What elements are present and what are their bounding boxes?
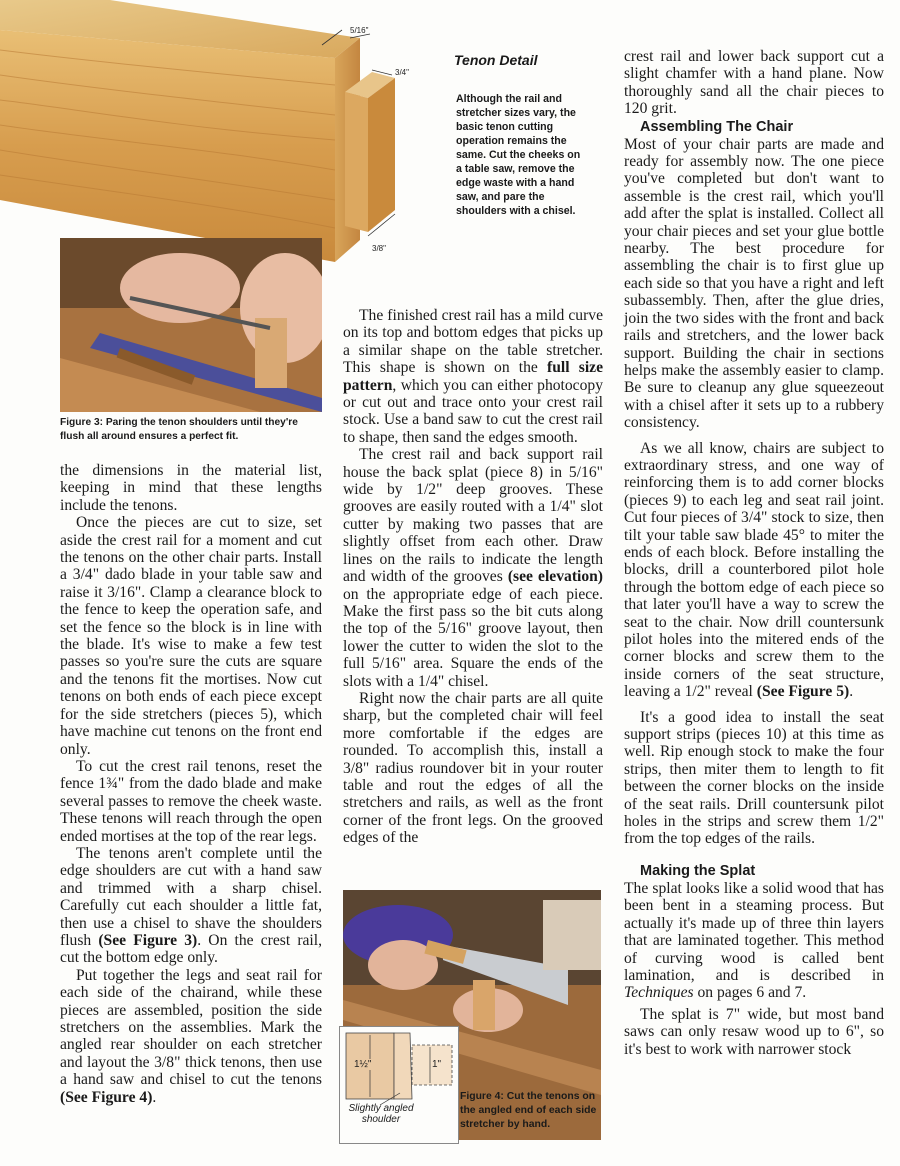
techniques-reference: Techniques [624,984,694,1002]
paragraph: The splat is 7" wide, but most band saws can only resaw wood up to 6", so it's best to work with narrower stock [624,1005,884,1058]
paragraph: the dimensions in the material list, keeping in mind that these lengths include the tenons. [60,462,322,514]
section-heading-splat: Making the Splat [640,862,756,879]
paragraph [60,967,322,1106]
column-1-text [60,462,322,1106]
wood-rail-drawing [0,0,450,270]
figure-4-dimension-b: 1" [432,1059,442,1070]
paring-photo-drawing [60,238,322,412]
dimension-label-top: 5/16" [350,26,369,35]
text-run: The tenons aren't complete until the edge shoulders are cut with a hand saw and trimmed with a sharp chisel. Carefully cut each shoulder a little fat, then use a chisel to shave the shoulders flush [60,844,322,949]
text-run: , which you can either photocopy or cut out and trace onto your crest rail stock. Use a band saw to cut the crest rail to shape, then sand the edges smooth. [343,376,603,446]
figure-4-caption: Figure 4: Cut the tenons on the angled end of each side stretcher by hand. [460,1091,597,1130]
paragraph [343,307,603,446]
angled-shoulder-drawing [340,1027,458,1143]
text-run: . On the crest rail, cut the bottom edge only. [60,931,322,967]
paragraph: It's a good idea to install the seat support strips (pieces 10) at this time as well. Rip enough stock to make the four strips, then miter them to length to fit between the corner blocks on the inside of the seat rails. Drill countersunk pilot holes in the strips and screw them 1/2" from the top edges of the rails. [624,708,884,848]
text-run: on pages 6 and 7. [693,984,807,1002]
paragraph [624,440,884,701]
paragraph [343,446,603,690]
text-run: The splat looks like a solid wood that has been bent in a steaming process. But actually it's made up of three thin layers that are laminated together. This method of curving wood is called bent lamination, and is described in [624,879,884,984]
figure-4-shoulder-label: Slightly angled shoulder [348,1103,414,1125]
paragraph: Most of your chair parts are made and ready for assembly now. The one piece you've completed but don't want to assemble is the crest rail, which you'll add after the splat is installed. Collect all your chair pieces and set your glue bottle nearby. The best procedure for assembling the chair is to first glue up each side so that you have a right and left subassembly. Then, after the glue dries, join the two sides with the front and back rails and stretchers, and the lower back support. Building the chair in sections helps make the assembly easier to clamp. Be sure to cleanup any glue squeezeout with a chisel after it sets up to a rubbery consistency. [624,135,884,432]
text-run: . [152,1088,157,1106]
text-run: As we all know, chairs are subject to extraordinary stress, and one way of reinforcing them is to add corner blocks (pieces 9) to each leg and seat rail joint. Cut four pieces of 3/4" stock to size, then tilt your table saw blade 45° to miter the ends of each block. Before installing the blocks, drill a counterbored pilot hole through the bottom edge of each piece so that later you'll have a way to screw the seat to the chair. Now drill countersunk pilot holes into the mitered ends of the corner blocks and screw them to the inside corners of the seat structure, leaving a 1/2" reveal [624,439,884,701]
tenon-detail-illustration [0,0,450,270]
dimension-label-side: 3/4" [395,68,409,77]
tenon-detail-title: Tenon Detail [454,52,538,68]
paragraph: Once the pieces are cut to size, set aside the crest rail for a moment and cut the tenons on the other chair parts. Install a 3/4" dado blade in your table saw and raise it 3/16". Clamp a clearance block to the fence to keep the operation safe, and set the fence so the block is in line with the blade. It's wise to make a few test passes so you're sure the cuts are square and the tenons fit the mortises. Now cut tenons on both ends of each piece except for the side stretchers (pieces 5), which have machine cut tenons on the front end only. [60,514,322,758]
text-run: The crest rail and back support rail house the back splat (piece 8) in 5/16" wide by 1/2" deep grooves. These grooves are easily routed with a 1/4" slot cutter by making two passes that are slightly offset from each other. Draw lines on the rails to indicate the length and width of the grooves [343,446,603,586]
figure-3-caption: Figure 3: Paring the tenon shoulders until they're flush all around ensures a perfect fit. [60,417,298,442]
column-2-text [343,307,603,847]
pattern-reference: full size pattern [343,359,603,394]
figure-reference: (See Figure 5) [756,683,850,701]
section-heading-assembling: Assembling The Chair [640,118,794,135]
paragraph [60,845,322,967]
figure-3-photo [60,238,322,412]
tenon-detail-caption: Although the rail and stretcher sizes vary, the basic tenon cutting operation remains the same. Cut the cheeks on a table saw, remove the edge waste with a hand saw, and pare the shoulders with a chisel. [456,93,581,217]
figure-reference: (See Figure 4) [60,1088,153,1106]
text-run: Put together the legs and seat rail for each side of the chairand, while these pieces are assembled, position the side stretchers on the assemblies. Mark the angled rear shoulder on each stretcher and layout the 3/8" thick tenons, then use a hand saw and chisel to cut the tenons [60,966,322,1089]
paragraph [624,880,884,1002]
column-3-text [624,48,884,1058]
figure-reference: (See Figure 3) [98,931,198,949]
paragraph: Right now the chair parts are all quite sharp, but the completed chair will feel more comfortable if the edges are rounded. To accomplish this, install a 3/8" radius roundover bit in your router table and rout the edges of all the stretchers and rails, as well as the front corner of the front legs. On the grooved edges of the [343,689,603,847]
text-run: . [849,683,854,701]
text-run: The finished crest rail has a mild curve on its top and bottom edges that picks up a similar shape on the table stretcher. This shape is shown on the [343,307,603,377]
elevation-reference: (see elevation) [507,568,604,586]
figure-4-dimension-a: 1½" [354,1059,372,1070]
text-run: on the appropriate edge of each piece. Make the first pass so the bit cuts along the top of the 5/16" groove layout, then lower the cutter to widen the slot to the full 5/16" area. Square the ends of the slots with a 1/4" chisel. [343,585,603,690]
paragraph: To cut the crest rail tenons, reset the fence 1¾" from the dado blade and make several passes to remove the cheek waste. These tenons will reach through the open ended mortises at the top of the rear legs. [60,757,322,845]
dimension-label-bottom: 3/8" [372,244,386,253]
paragraph: crest rail and lower back support cut a slight chamfer with a hand plane. Now thoroughly sand all the chair pieces to 120 grit. [624,48,884,118]
figure-4-inset-diagram [339,1026,459,1144]
